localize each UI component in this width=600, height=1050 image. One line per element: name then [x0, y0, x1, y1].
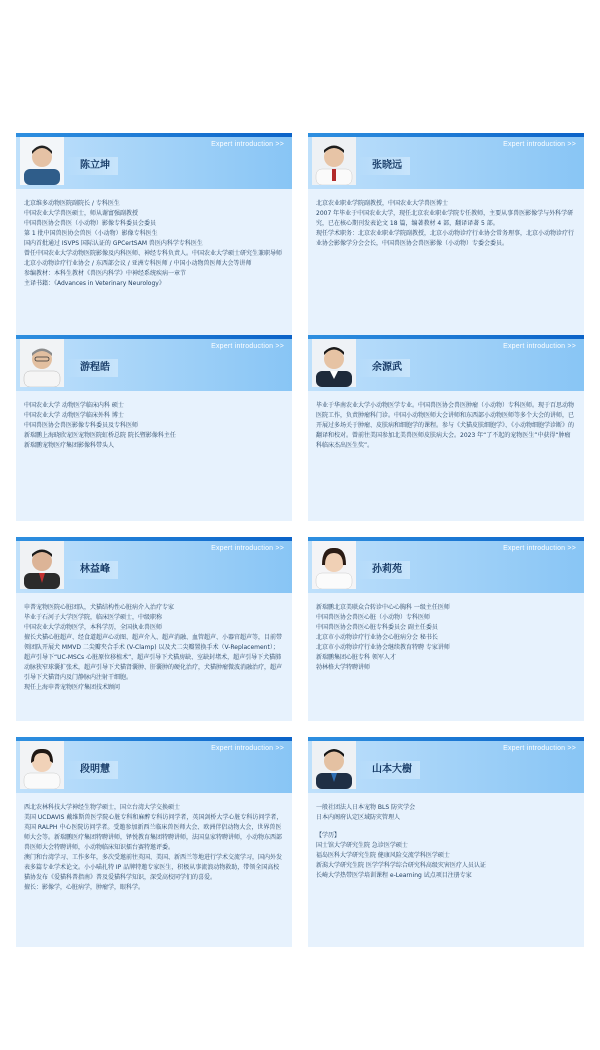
expert-name: 林益峰	[66, 561, 118, 579]
expert-introduction-label: Expert introduction >>	[211, 545, 284, 552]
bio-line: 2007 年毕业于中国农业大学，现任北京农业职业学院专任教师，主要从事兽医影像学与外科学研究，已在核心期刊发表论文 18 篇，编著教材 4 部，翻译译著 5 部。	[316, 210, 574, 227]
bio-line: 北京农业职业学院副教授，中国农业大学兽医博士	[316, 200, 449, 207]
bio-line: 擅长：影像学，心脏病学，肿瘤学，眼科学。	[24, 884, 145, 891]
expert-photo	[20, 137, 64, 185]
bio-line: 毕业于华南农业大学小动物医学专业。中国兽医协会兽医肿瘤（小动物）专科医师。现于百思动物医院工作，负责肿瘤科门诊。中国小动物医师大会讲师和东西部小动物医师等多个大会的讲师，已开展过多场关于肿瘤、皮肤病和细胞学的课程。参与《犬猫皮肤细胞学》、《小动物细胞学诊断》的翻译和校对。曾前往美国参加北美兽医师皮肤病大会。2023 年“了不起的宠物医生”中获得“肿瘤科临床杰出医生奖”。	[316, 402, 575, 449]
expert-photo	[312, 541, 356, 589]
bio-line: 新瑞鹏集团心脏专科 领军人才	[316, 654, 396, 661]
expert-card-header	[308, 335, 584, 391]
bio-line: 中国兽医协会兽医心脏（小动物）专科医师	[316, 614, 431, 621]
expert-name: 陈立坤	[66, 157, 118, 175]
bio-line: 日本内阁府认定区域防灾管理人	[316, 814, 401, 821]
expert-card-8	[308, 737, 584, 947]
bio-line: 国内首批通过 ISVPS 国际认证的 GPCertSAM 兽医内科学专科医生	[24, 240, 203, 247]
bio-line: 北京市小动物诊疗行业协会继续教育特聘 专家讲师	[316, 644, 450, 651]
bio-line: 一般社团法人日本宠物 BLS 防灾学会	[316, 804, 416, 811]
bio-line: 勃林格大学特聘讲师	[316, 664, 371, 671]
expert-card-header	[16, 133, 292, 189]
expert-introduction-label: Expert introduction >>	[503, 745, 576, 752]
bio-line: 曾任中国农业大学动物医院影像及内科医师、神经专科负责人。中国农业大学硕士研究生兼职导师北京小动物诊疗行业协会 / 东西部会议 / 亚洲专科医师 / 中国小动物兽医师大会等讲师	[24, 250, 283, 267]
expert-card-6	[308, 537, 584, 721]
expert-bio	[308, 189, 584, 255]
bio-line: 福岛医科大学研究生院 健康风险交流学科医学硕士	[316, 852, 450, 859]
expert-bio	[16, 793, 292, 899]
bio-line: 中国农业大学 动物医学临床外科 博士	[24, 412, 124, 419]
expert-name: 段明慧	[66, 761, 118, 779]
bio-line: 现任学术职务：北京农业职业学院副教授，北京小动物诊疗行业协会常务理事，北京小动物诊疗行业协会影像学分会会长，中国兽医协会兽医影像（小动物）专委会委员。	[316, 230, 575, 247]
expert-photo	[20, 741, 64, 789]
bio-line: 国士馆大学研究生院 急诊医学硕士	[316, 842, 408, 849]
bio-line: 主译书籍：《Advances in Veterinary Neurology》	[24, 280, 165, 287]
bio-line: 中国兽医协会兽医（小动物）影像专科委员会委员	[24, 220, 157, 227]
expert-photo	[312, 339, 356, 387]
bio-line: 北京市小动物诊疗行业协会心脏病分会 秘书长	[316, 634, 438, 641]
bio-line: 申普宠物医院心脏团队，犬猫结构性心脏病介入治疗专家	[24, 604, 175, 611]
expert-card-header	[308, 133, 584, 189]
expert-bio	[16, 593, 292, 699]
expert-card-header	[308, 737, 584, 793]
bio-line: 长崎大学热带医学培训课程 e-Learning 试点项目注册专家	[316, 872, 472, 879]
bio-line: 澳门和台湾学习、工作多年，多次受邀前往英国、美国、新西兰等地进行学术交流学习，国内外发表多篇专业学术论文。小小喵扎特 IP 品牌特邀专家医生，积极从事流浪动物救助，带领全国高校猫协发布《爱猫科普指南》普及爱猫科学知识，深受高校同学们的喜爱。	[24, 854, 283, 881]
expert-bio	[308, 391, 584, 457]
bio-line: 中国农业大学动物医学，本科学历，全国执业兽医师	[24, 624, 163, 631]
bio-line: 参编教材：本科生教材《兽医内科学》中神经系统疾病一章节	[24, 270, 187, 277]
bio-line: 新瑞鹏北京美联众合转诊中心心胸科 一级主任医师	[316, 604, 450, 611]
expert-name: 张晓远	[358, 157, 410, 175]
expert-introduction-label: Expert introduction >>	[503, 141, 576, 148]
bio-line: 新潟大学研究生院 医学学科学综合研究科高级灾害医疗人员认证	[316, 862, 486, 869]
bio-line: 中国兽医协会兽医心脏专科委员会 副主任委员	[316, 624, 438, 631]
expert-name: 游程皓	[66, 359, 118, 377]
bio-line: 毕业于石河子大学医学院，临床医学硕士，中级职称	[24, 614, 163, 621]
expert-introduction-label: Expert introduction >>	[503, 545, 576, 552]
expert-card-header	[308, 537, 584, 593]
bio-line: 新瑞鹏宠物医疗集团影像科带头人	[24, 442, 115, 449]
expert-card-header	[16, 335, 292, 391]
expert-card-4	[308, 335, 584, 521]
expert-card-2	[308, 133, 584, 343]
bio-line: 中国农业大学兽医硕士，师从谢富强副教授	[24, 210, 139, 217]
expert-card-7	[16, 737, 292, 947]
expert-bio	[308, 793, 584, 887]
expert-bio	[16, 189, 292, 295]
bio-line: 北京维多动物医院副院长 / 专科医生	[24, 200, 120, 207]
expert-introduction-label: Expert introduction >>	[211, 745, 284, 752]
bio-line: 【学历】	[316, 832, 341, 839]
expert-bio	[16, 391, 292, 457]
expert-photo	[312, 137, 356, 185]
expert-introduction-label: Expert introduction >>	[503, 343, 576, 350]
expert-name: 山本大樹	[358, 761, 420, 779]
expert-bio	[308, 593, 584, 679]
bio-line: 美国 UCDAVIS 戴维斯兽医学院心脏专科和麻醉专科访问学者，英国剑桥大学心脏专科访问学者，英国 RALPH 中心医院访问学者。受邀参加新西兰临床兽医师大会、欧洲伴侣动物大会，世界兽医师大会等。新瑞鹏医疗集团特聘讲师，铎悦教育集团特聘讲师，法国皇家特聘讲师，小动物东西部兽医师大会特聘讲师，小动物临床知识擂台赛特邀评委。	[24, 814, 283, 851]
bio-spacer	[316, 823, 576, 831]
expert-photo	[20, 541, 64, 589]
bio-line: 新瑞鹏上海晓欣宠医宠物医院虹桥总院 院长暨影像科主任	[24, 432, 176, 439]
expert-card-5	[16, 537, 292, 721]
expert-card-header	[16, 737, 292, 793]
expert-card-header	[16, 537, 292, 593]
bio-line: 第 1 批中国兽医协会兽医（小动物）影像专科医生	[24, 230, 158, 237]
expert-photo	[312, 741, 356, 789]
expert-card-3	[16, 335, 292, 521]
expert-introduction-label: Expert introduction >>	[211, 141, 284, 148]
expert-introduction-label: Expert introduction >>	[211, 343, 284, 350]
expert-name: 余源武	[358, 359, 410, 377]
expert-photo	[20, 339, 64, 387]
bio-line: 现任上海申普宠物医疗集团技术顾问	[24, 684, 121, 691]
expert-card-1	[16, 133, 292, 343]
bio-line: 擅长犬猫心脏超声、经食道超声心动图、超声介入、超声消融、血管超声、小器官超声等，目前带领团队开展犬 MMVD 二尖瓣夹合手术 (V-Clamp) 以及犬二尖瓣置换手术（V-Replacement）；超声引导下“UC-MSCs 心脏原位移植术”，超声引导下犬猫房缺、室缺封堵术，超声引导下犬猫肺动脉狭窄球囊扩张术，超声引导下犬猫肾囊肿、肝囊肿的硬化治疗，犬猫肿瘤微波消融治疗，超声引导下犬猫肾内及门静脉内注射干细胞。	[24, 634, 283, 681]
bio-line: 西北农林科技大学神经生物学硕士，国立台湾大学交换硕士	[24, 804, 181, 811]
bio-line: 中国兽医协会兽医影像专科委员及专科医师	[24, 422, 139, 429]
bio-line: 中国农业大学 动物医学临床内科 硕士	[24, 402, 124, 409]
expert-name: 孙莉苑	[358, 561, 410, 579]
